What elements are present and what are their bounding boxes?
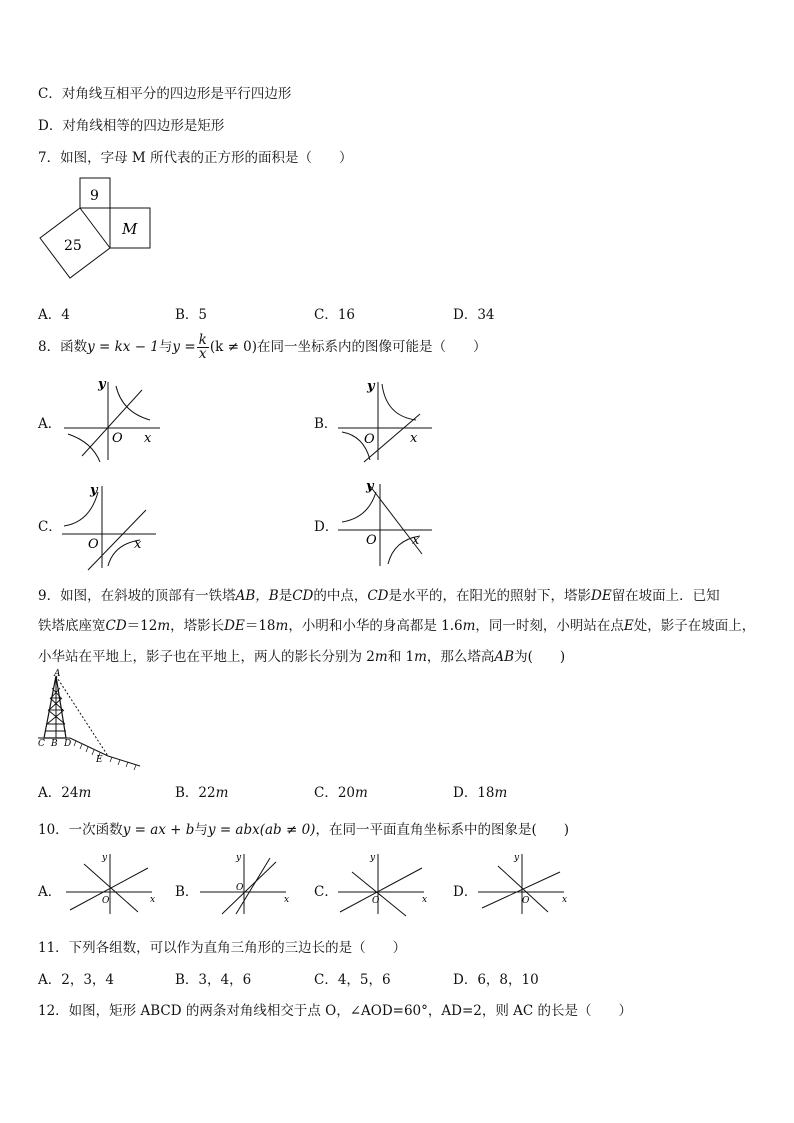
q8-label-b: B． [314,416,338,432]
svg-text:y: y [90,483,98,498]
q7-option-d: D．34 [453,307,495,323]
svg-text:y: y [102,853,108,863]
q11-option-c: C．4，5，6 [314,972,391,988]
q9-option-b: B．22m [175,785,229,801]
q9-option-c: C．20m [314,785,368,801]
q9-line-1: 9．如图，在斜坡的顶部有一铁塔AB，B是CD的中点，CD是水平的，在阳光的照射下，塔影DE留在坡面上．已知 [38,588,720,604]
q10-graph-c [336,850,430,916]
q10-label-a: A． [38,884,62,900]
svg-text:O: O [236,883,244,893]
svg-text:E: E [96,755,103,765]
q8-label-d: D． [314,519,339,535]
q9-option-a: A．24m [38,785,92,801]
q10-label-c: C． [314,884,338,900]
q8-graph-a [62,376,166,466]
q10-graph-a [64,850,158,916]
q7-option-b: B．5 [175,307,208,323]
q11-option-a: A．2，3，4 [38,972,115,988]
q6-option-c: C．对角线互相平分的四边形是平行四边形 [38,86,292,102]
svg-text:O: O [88,537,99,552]
svg-text:A: A [54,669,61,679]
q10-stem: 10．一次函数y = ax + b与y = abx(ab ≠ 0)，在同一平面直角坐标系中的图象是( ) [38,822,569,838]
svg-text:y: y [514,853,520,863]
svg-text:B: B [51,739,58,749]
q8-graph-c [60,480,164,572]
svg-text:D: D [64,739,72,749]
q8-fraction: $\frac{k}{x}$ [198,332,207,362]
q9-line-3: 小华站在平地上，影子也在平地上，两人的影长分别为 2m和 1m，那么塔高AB为( ) [38,649,566,665]
q11-option-b: B．3，4，6 [175,972,252,988]
svg-text:O: O [522,896,530,906]
svg-text:y: y [366,479,374,494]
svg-text:x: x [284,895,290,905]
svg-text:O: O [102,896,110,906]
svg-text:x: x [144,431,152,446]
q8-graph-d [336,478,440,570]
q7-stem: 7．如图，字母 M 所代表的正方形的面积是（ ） [38,150,353,166]
q10-label-b: B． [175,884,199,900]
svg-text:x: x [150,895,156,905]
q8-label-c: C． [38,519,62,535]
svg-text:x: x [562,895,568,905]
q10-label-d: D． [453,884,478,900]
svg-text:y: y [236,853,242,863]
q7-figure [38,176,154,286]
q6-option-d: D．对角线相等的四边形是矩形 [38,118,225,134]
svg-text:x: x [412,533,420,548]
q7-label-m: M [122,220,138,238]
q7-label-25: 25 [64,238,82,254]
svg-text:x: x [422,895,428,905]
q10-graph-d [476,850,570,916]
q12-stem: 12．如图，矩形 ABCD 的两条对角线相交于点 O，∠AOD=60°，AD=2，则 AC 的长是（ ） [38,1003,633,1019]
svg-text:y: y [367,379,375,394]
q7-option-a: A．4 [38,307,70,323]
q9-tower-figure [36,668,144,772]
q8-graph-b [336,376,440,466]
q8-label-a: A． [38,416,62,432]
svg-text:C: C [38,739,45,749]
q11-stem: 11．下列各组数，可以作为直角三角形的三边长的是（ ） [38,940,407,956]
svg-text:O: O [372,896,380,906]
q9-line-2: 铁塔底座宽CD＝12m，塔影长DE＝18m，小明和小华的身高都是 1.6m，同一时刻，小明站在点E处，影子在坡面上， [38,618,756,634]
q8-stem: 8．函数y = kx − 1与y = $\frac{k}{x}$ (k ≠ 0)在同一坐标系内的图像可能是（ ） [38,332,487,362]
svg-text:y: y [98,377,106,392]
q7-option-c: C．16 [314,307,356,323]
svg-text:y: y [370,853,376,863]
svg-text:O: O [366,533,377,548]
svg-text:x: x [410,431,418,446]
svg-text:O: O [364,432,375,447]
q7-label-9: 9 [90,188,99,204]
svg-text:x: x [134,537,142,552]
q11-option-d: D．6，8，10 [453,972,539,988]
q9-option-d: D．18m [453,785,508,801]
q10-graph-b [198,850,292,916]
svg-text:O: O [112,431,123,446]
